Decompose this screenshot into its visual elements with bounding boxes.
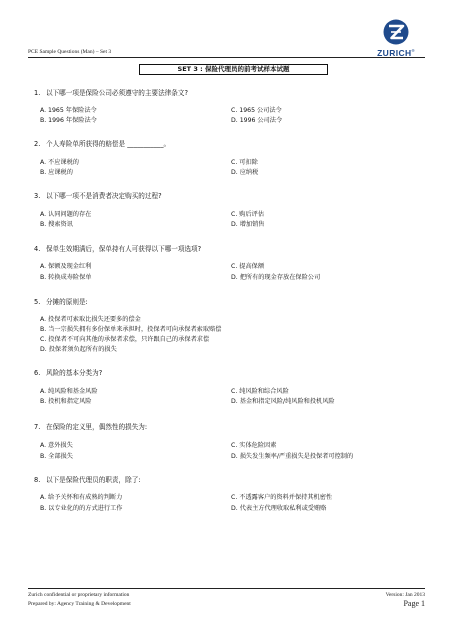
q4-option-d: D. 把所有的现金存放在保险公司 bbox=[231, 274, 321, 281]
q4-option-b: B. 转换成寿险保单 bbox=[40, 274, 92, 281]
question-8: 8. 以下是保险代理员的职责，除了: bbox=[34, 476, 141, 484]
q2-option-b: B. 应课税的 bbox=[40, 169, 73, 176]
q7-option-d: D. 损失发生频率/严重损失是投保者可控制的 bbox=[231, 453, 354, 460]
footer-divider bbox=[28, 588, 425, 589]
q8-option-b: B. 以专业化的的方式进行工作 bbox=[40, 505, 123, 512]
q5-option-d: D. 投保者须负起所有的损失 bbox=[40, 346, 117, 353]
q5-option-a: A. 投保者可索取比损失还要多的偿金 bbox=[40, 316, 141, 323]
footer-version: Version: Jan 2013 bbox=[385, 592, 425, 598]
logo-text: ZURICH® bbox=[377, 48, 415, 58]
header-divider bbox=[28, 57, 425, 58]
question-7: 7. 在保险的定义里，偶然性的损失为: bbox=[34, 423, 148, 431]
footer-prepared-by: Prepared by: Agency Training & Development bbox=[28, 601, 131, 607]
zurich-logo-mark bbox=[368, 18, 424, 48]
q2-option-d: D. 应纳税 bbox=[231, 169, 259, 176]
q2-option-c: C. 可扣除 bbox=[231, 159, 258, 166]
q7-option-a: A. 意外损失 bbox=[40, 442, 73, 449]
q3-option-b: B. 搜索资讯 bbox=[40, 221, 73, 228]
q8-option-a: A. 给予关怀和有成熟的判断力 bbox=[40, 494, 123, 501]
q1-option-b: B. 1996 年保险法令 bbox=[40, 117, 97, 124]
q4-option-a: A. 保额及现金红利 bbox=[40, 263, 92, 270]
q3-option-c: C. 购后评估 bbox=[231, 211, 265, 218]
q1-option-a: A. 1965 年保险法令 bbox=[40, 107, 97, 114]
q8-option-c: C. 不透露客户的资料并保持其机密性 bbox=[231, 494, 333, 501]
question-2: 2. 个人寿险单所获得的赔偿是 ___________。 bbox=[34, 140, 171, 148]
header-text: PCE Sample Questions (Man) – Set 3 bbox=[28, 49, 112, 55]
q6-option-b: B. 投机和指定风险 bbox=[40, 398, 92, 405]
question-5: 5. 分摊的原则是: bbox=[34, 298, 88, 306]
q7-option-c: C. 实体危险因素 bbox=[231, 442, 277, 449]
q6-option-d: D. 基金和指定风险/纯风险和投机风险 bbox=[231, 398, 335, 405]
q1-option-c: C. 1965 公司法令 bbox=[231, 107, 282, 114]
question-3: 3. 以下哪一项不是消费者决定购买的过程? bbox=[34, 192, 162, 200]
page-title: SET 3 : 保险代理员的前考试样本试题 bbox=[139, 64, 328, 75]
q6-option-a: A. 纯风险和基金风险 bbox=[40, 388, 98, 395]
q5-option-b: B. 当一宗损失拥有多份保单来承担时，投保者可向承保者索取赔偿 bbox=[40, 326, 222, 333]
q1-option-d: D. 1996 公司法令 bbox=[231, 117, 283, 124]
q5-option-c: C. 投保者不可向其他的承保者求偿，只许跟自己的承保者求偿 bbox=[40, 336, 210, 343]
q2-option-a: A. 不应课税的 bbox=[40, 159, 79, 166]
q4-option-c: C. 提高保额 bbox=[231, 263, 265, 270]
zurich-logo bbox=[368, 18, 428, 58]
q8-option-d: D. 代表主方代理收取私利或受贿赂 bbox=[231, 505, 327, 512]
q3-option-d: D. 增加销售 bbox=[231, 221, 265, 228]
question-4: 4. 保单生效期满后，保单持有人可获得以下哪一项选项? bbox=[34, 245, 202, 253]
q6-option-c: C. 纯风险和综合风险 bbox=[231, 388, 289, 395]
question-1: 1. 以下哪一项是保险公司必须遵守的主要法律条文? bbox=[34, 89, 188, 97]
question-6: 6. 风险的基本分类为? bbox=[34, 369, 103, 377]
q7-option-b: B. 全部损失 bbox=[40, 453, 73, 460]
footer-page-number: Page 1 bbox=[403, 599, 425, 608]
footer-confidential: Zurich confidential or proprietary information bbox=[28, 592, 130, 598]
q3-option-a: A. 认同问题的存在 bbox=[40, 211, 92, 218]
